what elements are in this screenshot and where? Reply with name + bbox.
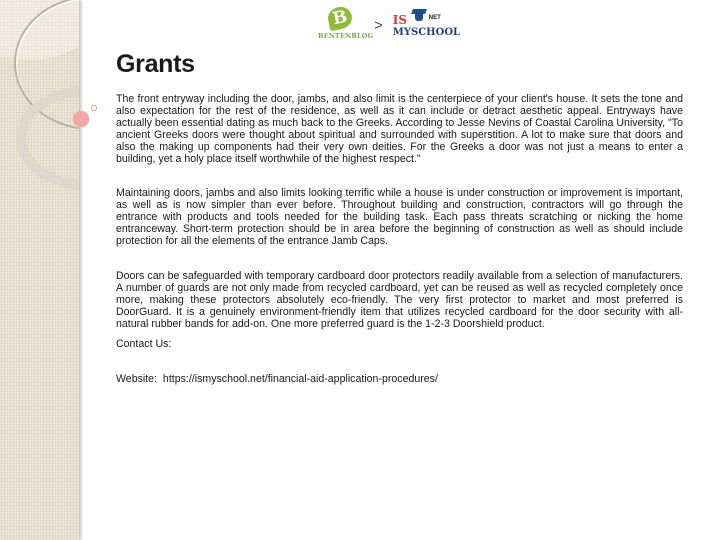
- breadcrumb-separator: >: [374, 16, 383, 34]
- slide-body: [116, 94, 683, 386]
- bentenblog-logo[interactable]: [318, 6, 374, 43]
- decorative-side-panel: [0, 0, 79, 540]
- decorative-pink-dot: [73, 111, 89, 127]
- website-line: [116, 374, 683, 386]
- page-title: Grants: [116, 50, 195, 78]
- decorative-tiny-ring: [91, 105, 97, 111]
- ismyschool-logo[interactable]: [392, 7, 461, 43]
- bentenblog-logo-text: BENTENBLOG: [318, 32, 374, 40]
- website-link[interactable]: https://ismyschool.net/financial-aid-application-procedures/: [162, 373, 438, 386]
- ismyschool-logo-myschool: MYSCHOOL: [392, 27, 461, 38]
- paragraph-2: Maintaining doors, jambs and also limits looking terrific while a house is under construction or improvement is important, as well as is now simpler than ever before. Throughout building and construction, contractors will go through the entrance with products and tools needed for the building task. Each pass threats scratching or nicking the home entranceway. Short-term protection should be in area before the beginning of construction as well as should include protection for all the elements of the entrance Jamb Caps.: [116, 187, 683, 248]
- website-label: Website:: [116, 373, 158, 386]
- bentenblog-logo-mark: B: [326, 5, 354, 32]
- paragraph-1: The front entryway including the door, jambs, and also limit is the centerpiece of your client's house. It sets the tone and also expectation for the rest of the residence, as well as it can include or detract aesthetic appeal. Entryways have actually been essential dating as much back to the Greeks. According to Jesse Nevins of Coastal Carolina University, "To ancient Greeks doors were thought about spiritual and surrounded with superstition. A lot to make sure that doors and also the making up components had their very own deities. For the Greeks a door was not just a means to enter a building, yet a holy place itself worthwhile of the highest respect.": [116, 93, 683, 165]
- contact-label: Contact Us:: [116, 337, 172, 350]
- ismyschool-logo-is: IS: [392, 13, 408, 27]
- decorative-ring-small: [16, 86, 79, 190]
- graduation-cap-base-icon: [415, 14, 423, 21]
- ismyschool-logo-net: NET: [428, 15, 441, 21]
- paragraph-3: Doors can be safeguarded with temporary cardboard door protectors readily available from a selection of manufacturers. A number of guards are not only made from recycled cardboard, yet can be reused as well as recycled completely once more, making these protectors absolutely eco-friendly. The very first protector to market and most preferred is DoorGuard. It is a genuinely environment-friendly item that utilizes recycled cardboard for the door security with all-natural rubber bands for add-on. One more preferred guard is the 1-2-3 Doorshield product.: [116, 269, 683, 330]
- header-logos: [318, 6, 461, 44]
